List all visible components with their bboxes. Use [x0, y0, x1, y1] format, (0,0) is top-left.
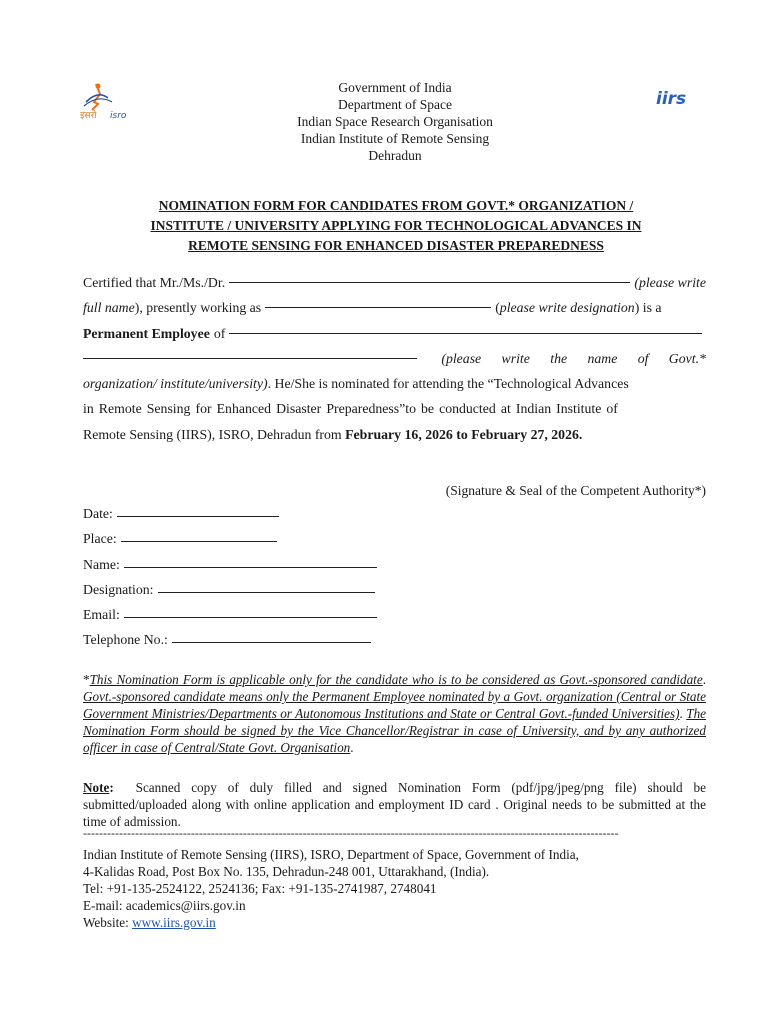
- cert-line-3: [83, 321, 706, 346]
- website-label: Website:: [83, 915, 133, 930]
- footnote-dot: .: [350, 740, 354, 755]
- permanent-employee-label: Permanent Employee: [83, 325, 210, 341]
- footnote-star: *: [83, 672, 90, 687]
- date-row: [83, 501, 377, 526]
- cert-hint: the: [550, 350, 568, 366]
- cert-hint: full name: [83, 300, 135, 316]
- date-label: Date:: [83, 506, 113, 521]
- note: [83, 779, 706, 830]
- footnote-dot: .: [702, 672, 706, 687]
- cert-line-1: [83, 270, 706, 295]
- cert-text: in Remote Sensing for Enhanced Disaster Preparedness”to be conducted at Indian Institute of: [83, 401, 618, 417]
- telephone-blank[interactable]: [172, 627, 371, 643]
- isro-logo-icon: [78, 80, 140, 122]
- header-line: Government of India: [338, 80, 452, 95]
- email-label: Email:: [83, 607, 120, 623]
- email-blank[interactable]: [124, 602, 377, 618]
- cert-hint: (please: [441, 350, 482, 366]
- header-line: Indian Institute of Remote Sensing: [300, 131, 490, 146]
- footer-website: [83, 914, 723, 931]
- cert-hint: name: [587, 350, 618, 366]
- form-title: [90, 196, 702, 256]
- footer-line: Indian Institute of Remote Sensing (IIRS), ISRO, Department of Space, Government of India,: [83, 847, 579, 862]
- note-label: Note: [83, 780, 110, 795]
- footer-phone: Tel: +91-135-2524122, 2524136; Fax: +91-135-2741987, 2748041: [83, 881, 437, 896]
- svg-text:iirs: iirs: [656, 89, 687, 109]
- name-row: [83, 552, 377, 577]
- header-line: Dehradun: [368, 148, 422, 163]
- designation-row: [83, 577, 377, 602]
- note-text: Scanned copy of duly filled and signed Nomination Form (pdf/jpg/jpeg/png file) should be submitted/uploaded along with online application and employment ID card . Original needs to be submitted at the time of admission.: [83, 780, 706, 829]
- place-label: Place:: [83, 531, 117, 547]
- cert-hint: please write designation: [499, 300, 635, 316]
- cert-line-4: [83, 346, 706, 371]
- designation-field-blank[interactable]: [158, 577, 375, 593]
- footer-email: E-mail: academics@iirs.gov.in: [83, 898, 246, 913]
- footer-line: 4-Kalidas Road, Post Box No. 135, Dehradun-248 001, Uttarakhand, (India).: [83, 864, 490, 879]
- note-colon: :: [109, 780, 114, 795]
- cert-hint: write: [501, 350, 530, 366]
- letterhead: [200, 79, 590, 164]
- cert-text: of: [213, 325, 226, 341]
- course-dates: February 16, 2026 to February 27, 2026.: [345, 426, 583, 442]
- email-row: [83, 602, 377, 627]
- footnote-dot: .: [679, 706, 683, 721]
- telephone-label: Telephone No.:: [83, 632, 168, 648]
- cert-line-6: [83, 396, 706, 421]
- certification-paragraph: [83, 270, 706, 447]
- date-blank[interactable]: [117, 501, 279, 517]
- iirs-logo: [656, 86, 704, 110]
- place-row: [83, 526, 377, 551]
- svg-text:isro: isro: [110, 111, 127, 121]
- header-line: Indian Space Research Organisation: [297, 114, 493, 129]
- footnote-text: The Nomination Form should be signed by the Vice Chancellor/Registrar in case of University, and by any authorized officer in case of Central/State Govt. Organisation: [83, 706, 707, 755]
- authority-details: [83, 501, 377, 653]
- cert-text: Remote Sensing (IIRS), ISRO, Dehradun from: [83, 426, 342, 442]
- title-line: REMOTE SENSING FOR ENHANCED DISASTER PREPAREDNESS: [188, 238, 604, 253]
- signature-label: (Signature & Seal of the Competent Authority*): [445, 483, 706, 498]
- organization-blank-2[interactable]: [83, 346, 417, 359]
- header-line: Department of Space: [338, 97, 452, 112]
- cert-text: ) is a: [634, 300, 662, 316]
- cert-hint: Govt.*: [668, 350, 706, 366]
- svg-text:इसरो: इसरो: [80, 111, 97, 121]
- footnote-text: This Nomination Form is applicable only for the candidate who is to be considered as Govt.-sponsored candidate: [89, 672, 703, 687]
- cert-text: Certified that Mr./Ms./Dr.: [83, 275, 226, 290]
- cert-hint: (please write: [634, 275, 706, 290]
- footer-address: [83, 846, 723, 931]
- place-blank[interactable]: [121, 526, 277, 542]
- separator-line: --------------------------------------------------------------------------------------------------------------------------------------: [83, 826, 619, 840]
- footnote-text: Govt.-sponsored candidate means only the Permanent Employee nominated by a Govt. organization (Central or State Government Ministries/Departments or Autonomous Institutions and State or Central Govt.-funded Universities): [83, 689, 706, 721]
- cert-hint: of: [637, 350, 649, 366]
- title-line: INSTITUTE / UNIVERSITY APPLYING FOR TECHNOLOGICAL ADVANCES IN: [150, 218, 642, 233]
- designation-blank[interactable]: [265, 295, 491, 308]
- cert-text: (: [495, 300, 500, 316]
- name-label: Name:: [83, 556, 120, 572]
- telephone-row: [83, 627, 377, 652]
- cert-line-7: [83, 422, 706, 447]
- cert-line-5: [83, 371, 706, 396]
- cert-line-2: [83, 295, 706, 320]
- footnote: [83, 671, 706, 756]
- cert-hint: organization/ institute/university): [83, 376, 268, 392]
- title-line: NOMINATION FORM FOR CANDIDATES FROM GOVT.* ORGANIZATION /: [158, 198, 634, 213]
- full-name-blank[interactable]: [229, 270, 630, 283]
- website-link[interactable]: www.iirs.gov.in: [132, 915, 216, 930]
- cert-text: ), presently working as: [134, 300, 262, 316]
- organization-blank-1[interactable]: [229, 321, 702, 334]
- cert-text: . He/She is nominated for attending the “Technological Advances: [267, 376, 629, 392]
- designation-label: Designation:: [83, 581, 154, 597]
- name-blank[interactable]: [124, 552, 377, 568]
